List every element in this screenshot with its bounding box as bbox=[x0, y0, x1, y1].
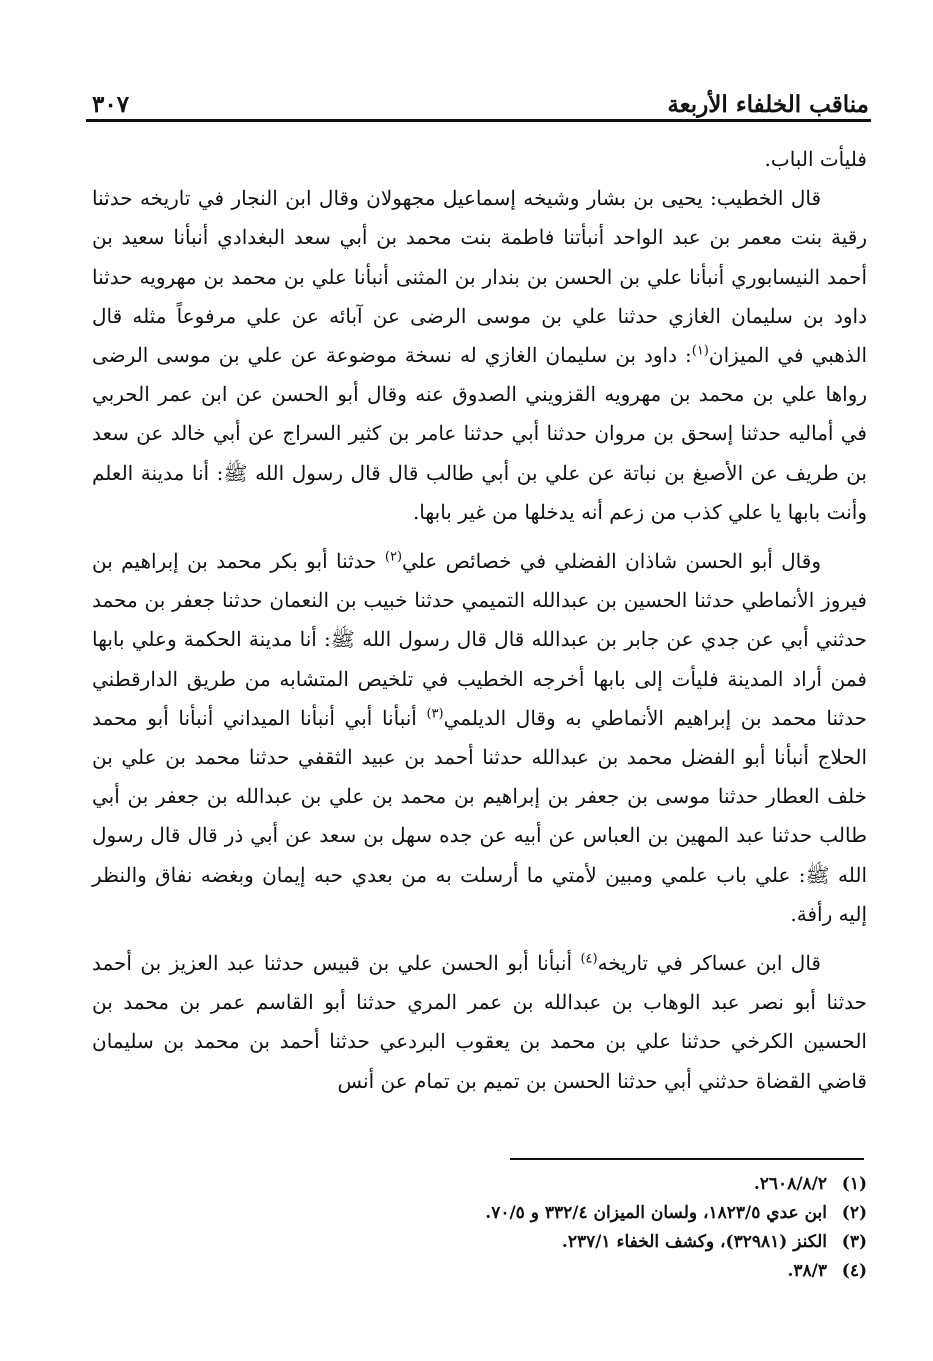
footnote-number: (٢) bbox=[841, 1203, 867, 1223]
paragraph-4-text-a: قال ابن عساكر في تاريخه bbox=[597, 951, 821, 976]
paragraph-3-text-b: حدثنا أبو بكر محمد بن إبراهيم بن فيروز الأنماطي حدثنا الحسين بن عبدالله التميمي حدثنا خبيب بن النعمان حدثنا جعفر بن محمد حدثني أبي عن جدي عن جابر بن عبدالله قال قال رسول الله ﷺ: أنا مدينة الحكمة وعلي بابها فمن أراد المدينة فليأت إلى بابها أخرجه الخطيب في تلخيص المتشابه من طريق الدارقطني حدثنا محمد بن إبراهيم الأنماطي به وقال الديلمي bbox=[92, 549, 867, 730]
paragraph-3-text-c: أنبأنا أبي أنبأنا الميداني أنبأنا أبو محمد الحلاج أنبأنا أبو الفضل محمد بن عبدالله حدثنا أحمد بن عبيد الثقفي حدثنا محمد بن علي بن خلف العطار حدثنا موسى بن جعفر بن إبراهيم بن محمد بن علي بن عبدالله بن جعفر بن أبي طالب حدثنا عبد المهين بن العباس عن أبيه عن جده سهل بن سعد عن أبي ذر قال قال رسول الله ﷺ: علي باب علمي ومبين لأمتي ما أرسلت به من بعدي حبه إيمان وبغضه نفاق والنظر إليه رأفة. bbox=[92, 705, 867, 926]
footnote-ref-3[interactable]: (٣) bbox=[426, 706, 444, 722]
page-header bbox=[92, 78, 869, 118]
running-title: مناقب الخلفاء الأربعة bbox=[667, 91, 869, 118]
footnote-1 bbox=[92, 1170, 867, 1199]
paragraph-2-text: قال الخطيب: يحيى بن بشار وشيخه إسماعيل مجهولان وقال ابن النجار في تاريخه حدثنا رقية بنت معمر بن عبد الواحد أنبأتنا فاطمة بنت محمد بن أبي سعد البغدادي أنبأنا سعيد بن أحمد النيسابوري أنبأنا علي بن الحسن بن بندار بن المثنى أنبأنا علي بن محمد بن مهرويه حدثنا داود بن سليمان الغازي حدثنا علي بن موسى الرضى عن آبائه عن علي مرفوعاً مثله قال الذهبي في الميزان bbox=[92, 186, 868, 368]
page-number: ٣٠٧ bbox=[92, 91, 130, 118]
footnote-ref-1[interactable]: (١) bbox=[691, 343, 709, 359]
paragraph-2-text-b: : داود بن سليمان الغازي له نسخة موضوعة عن علي بن موسى الرضى رواها علي بن محمد بن مهرويه القزويني الصدوق عنه وقال أبو الحسن عن ابن عمر الحربي في أماليه حدثنا إسحق بن مروان حدثنا أبي حدثنا عامر بن كثير السراج عن أبي خالد عن سعد بن طريف عن الأصبغ بن نباتة عن علي بن أبي طالب قال قال رسول الله ﷺ: أنا مدينة العلم وأنت بابها يا علي كذب من زعم أنه يدخلها من غير بابها. bbox=[92, 343, 867, 524]
footnote-ref-2[interactable]: (٢) bbox=[384, 549, 403, 565]
footnote-4 bbox=[92, 1257, 867, 1286]
footnote-rule bbox=[510, 1158, 864, 1160]
footnote-number: (١) bbox=[841, 1174, 867, 1194]
header-rule bbox=[86, 119, 871, 122]
footnote-text: ٢٦٠٨/٨/٢. bbox=[753, 1174, 827, 1194]
paragraph-4-text-b: أنبأنا أبو الحسن علي بن قبيس حدثنا عبد العزيز بن أحمد حدثنا أبو نصر عبد الوهاب بن عبدالله بن عمر المري حدثنا أبو القاسم عمر بن محمد بن الحسين الكرخي حدثنا علي بن محمد بن يعقوب البردعي حدثنا أحمد بن محمد بن سليمان قاضي القضاة حدثني أبي حدثنا الحسن بن تميم بن تمام عن أنس bbox=[92, 951, 867, 1093]
paragraph-3-text-a: وقال أبو الحسن شاذان الفضلي في خصائص علي bbox=[402, 549, 821, 574]
footnote-text: ٣٨/٣. bbox=[787, 1261, 827, 1281]
main-text bbox=[92, 140, 867, 1101]
footnote-text: ابن عدي ١٨٢٣/٥، ولسان الميزان ٣٣٢/٤ و ٧٠/٥. bbox=[485, 1203, 827, 1223]
paragraph-2 bbox=[92, 179, 867, 532]
paragraph-1-text: فليأت الباب. bbox=[764, 147, 867, 171]
footnotes bbox=[92, 1170, 867, 1286]
footnote-3 bbox=[92, 1228, 867, 1257]
footnote-ref-4[interactable]: (٤) bbox=[580, 951, 598, 967]
paragraph-4 bbox=[92, 944, 867, 1101]
paragraph-3 bbox=[92, 542, 867, 934]
footnote-number: (٤) bbox=[841, 1261, 867, 1281]
footnote-2 bbox=[92, 1199, 867, 1228]
footnote-text: الكنز (٣٢٩٨١)، وكشف الخفاء ٢٣٧/١. bbox=[561, 1232, 827, 1252]
footnote-number: (٣) bbox=[841, 1232, 867, 1252]
paragraph-1 bbox=[92, 140, 867, 179]
